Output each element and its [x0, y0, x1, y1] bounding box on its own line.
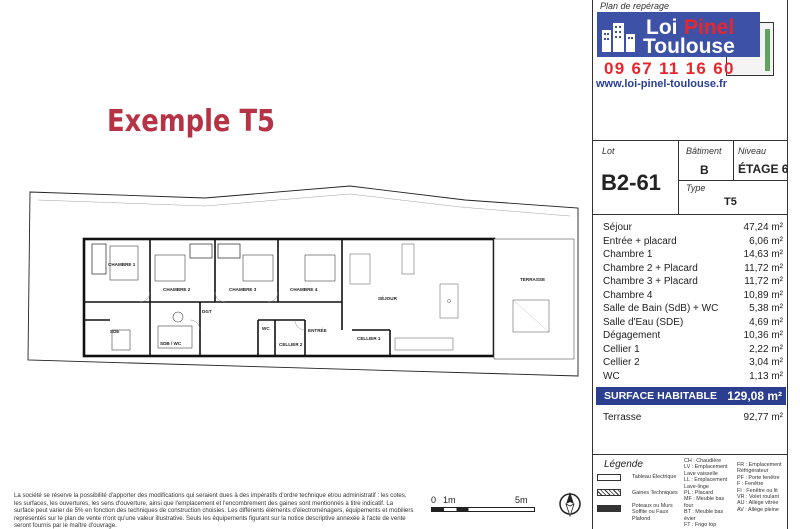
legend-code: PF : Porte fenêtre	[737, 474, 780, 481]
legend-code: CH : Chaudière	[684, 458, 722, 464]
legend-code: FT : Frigo top	[684, 522, 717, 529]
plan-headline: Exemple T5	[107, 104, 275, 139]
surface-row	[603, 317, 783, 331]
surface-row	[603, 222, 783, 236]
floor-plan	[0, 180, 590, 390]
niveau-label: Niveau	[738, 146, 767, 156]
room-label-sejour: SÉJOUR	[378, 296, 397, 301]
surface-row	[603, 249, 783, 263]
surface-name: Cellier 1	[603, 343, 640, 355]
legend-code: FR : Emplacement Réfrigérateur	[737, 462, 782, 475]
surface-value: 11,72 m²	[744, 262, 783, 274]
legend-code: PL : Placard	[684, 490, 714, 497]
room-label-chambre4: CHAMBRE 4	[290, 287, 318, 292]
surface-name: Chambre 2 + Placard	[603, 262, 698, 274]
room-label-sde: SDE	[110, 329, 120, 334]
room-label-sdb-wc: SDB / WC	[160, 341, 182, 346]
legend-code: AV : Allège pleine	[737, 506, 779, 513]
building-icon	[600, 20, 638, 52]
reperage-title: Plan de repérage	[600, 1, 670, 11]
surface-value: 2,22 m²	[749, 343, 783, 355]
legend-code: LV : Emplacement Lave vaisselle	[684, 464, 728, 477]
surface-habitable-value: 129,08 m²	[727, 389, 782, 403]
surface-row	[603, 357, 783, 371]
legend-codes-col1	[684, 458, 734, 528]
legend-symbol-label: Poteaux ou Murs Soffite ou Faux Plafond	[632, 503, 673, 522]
surface-name: Chambre 1	[603, 249, 653, 260]
room-label-cellier2: CELLIER 2	[279, 342, 303, 347]
surface-name: Chambre 4	[603, 289, 653, 301]
legend-code: FI : Fenêtre ou lit	[737, 487, 778, 494]
surface-row	[603, 371, 783, 385]
surface-name: Salle de Bain (SdB) + WC	[603, 303, 719, 314]
terrasse-row	[603, 412, 783, 426]
legend-code: AU : Allège vitrée	[737, 500, 779, 507]
room-label-terrasse: TERRASSE	[520, 277, 546, 282]
website-link[interactable]: www.loi-pinel-toulouse.fr	[596, 78, 727, 90]
terrasse-value: 92,77 m²	[743, 412, 783, 423]
room-label-chambre2: CHAMBRE 2	[163, 287, 191, 292]
type-label: Type	[686, 183, 706, 193]
legend-symbol-label: Gaines Techniques	[632, 490, 678, 496]
legend-code: MF : Meuble bas four	[684, 496, 725, 509]
surface-name: Cellier 2	[603, 357, 640, 368]
lot-label: Lot	[602, 146, 615, 156]
surface-row	[603, 303, 783, 317]
lot-value: B2-61	[601, 170, 661, 195]
scale-label-zero: 0	[431, 495, 437, 505]
phone-number[interactable]: 09 67 11 16 60	[604, 59, 735, 78]
legend-title: Légende	[604, 459, 643, 470]
scale-label-one: 1m	[443, 495, 456, 505]
surface-name: Séjour	[603, 222, 632, 233]
terrasse-name: Terrasse	[603, 412, 642, 423]
surface-name: Salle d'Eau (SDE)	[603, 316, 684, 328]
loi-pinel-logo	[597, 12, 760, 57]
surface-row	[603, 236, 783, 250]
surface-value: 10,89 m²	[743, 289, 783, 301]
legend-swatch-electric	[597, 474, 621, 481]
batiment-label: Bâtiment	[686, 146, 722, 156]
legend-code: F : Fenêtre	[737, 481, 764, 488]
room-label-cellier1: CELLIER 1	[357, 336, 381, 341]
surface-habitable-label: SURFACE HABITABLE	[604, 390, 717, 402]
room-label-dgt: DGT	[202, 309, 212, 314]
surface-value: 5,38 m²	[749, 303, 783, 314]
legend-code: LL : Emplacement Lave-linge	[684, 477, 728, 490]
batiment-value: B	[700, 163, 709, 177]
legal-disclaimer: La société se réserve la possibilité d'apporter des modifications qui seraient dues à des impératifs d'ordre technique et/ou administratif : les cotes, les surfaces, les ouvertures, les sens d'ouverture, ainsi que l'emplacement et l'encombrement des gaines sont mentionnés à titre indicatif. La surface peut varier de 5% en fonction des techniques de construction choisies. Les différents éléments d'électroménagers, équipements et mobiliers représentés sur le plan de vente n'ont qu'une valeur illustrative. Seuls les équipements figurant sur la notice descriptive annexée à l'acte de vente seront fournis par le maître d'ouvrage.	[14, 492, 414, 529]
surface-value: 4,69 m²	[749, 316, 783, 328]
surface-value: 14,63 m²	[743, 249, 783, 260]
surface-row	[603, 276, 783, 290]
surface-row	[603, 330, 783, 344]
surfaces-table	[603, 222, 783, 384]
surface-value: 1,13 m²	[749, 370, 783, 382]
room-label-chambre1: CHAMBRE 1	[108, 262, 136, 267]
surface-row	[603, 263, 783, 277]
legend-swatch-poteaux	[597, 505, 621, 512]
surface-habitable-bar	[596, 387, 786, 405]
room-label-entree: ENTRÉE	[308, 328, 327, 333]
legend-symbol-label: Tableau Électrique	[632, 474, 677, 480]
logo-word-loi: Loi	[646, 16, 678, 39]
surface-value: 3,04 m²	[749, 357, 783, 368]
room-label-wc: WC	[262, 326, 270, 331]
type-value: T5	[724, 196, 737, 208]
logo-word-pinel: Pinel	[684, 16, 735, 39]
surface-name: Dégagement	[603, 330, 661, 341]
legend-code: VR : Volet roulant	[737, 494, 779, 501]
legend-code: BT : Meuble bas évier	[684, 509, 724, 522]
surface-value: 6,06 m²	[749, 235, 783, 247]
north-arrow-icon	[557, 490, 583, 520]
surface-row	[603, 344, 783, 358]
surface-value: 11,72 m²	[744, 276, 783, 287]
scale-label-five: 5m	[515, 495, 528, 505]
scale-bar	[431, 507, 535, 512]
surface-row	[603, 290, 783, 304]
surface-value: 47,24 m²	[743, 222, 783, 233]
surface-name: WC	[603, 370, 620, 382]
logo-word-city: Toulouse	[643, 35, 735, 58]
legend-swatch-gaines	[597, 489, 621, 496]
surface-name: Chambre 3 + Placard	[603, 276, 698, 287]
niveau-value: ÉTAGE 6	[738, 162, 789, 176]
surface-value: 10,36 m²	[743, 330, 783, 341]
surface-name: Entrée + placard	[603, 235, 677, 247]
legend-codes-col2	[737, 462, 787, 513]
room-label-chambre3: CHAMBRE 3	[229, 287, 257, 292]
